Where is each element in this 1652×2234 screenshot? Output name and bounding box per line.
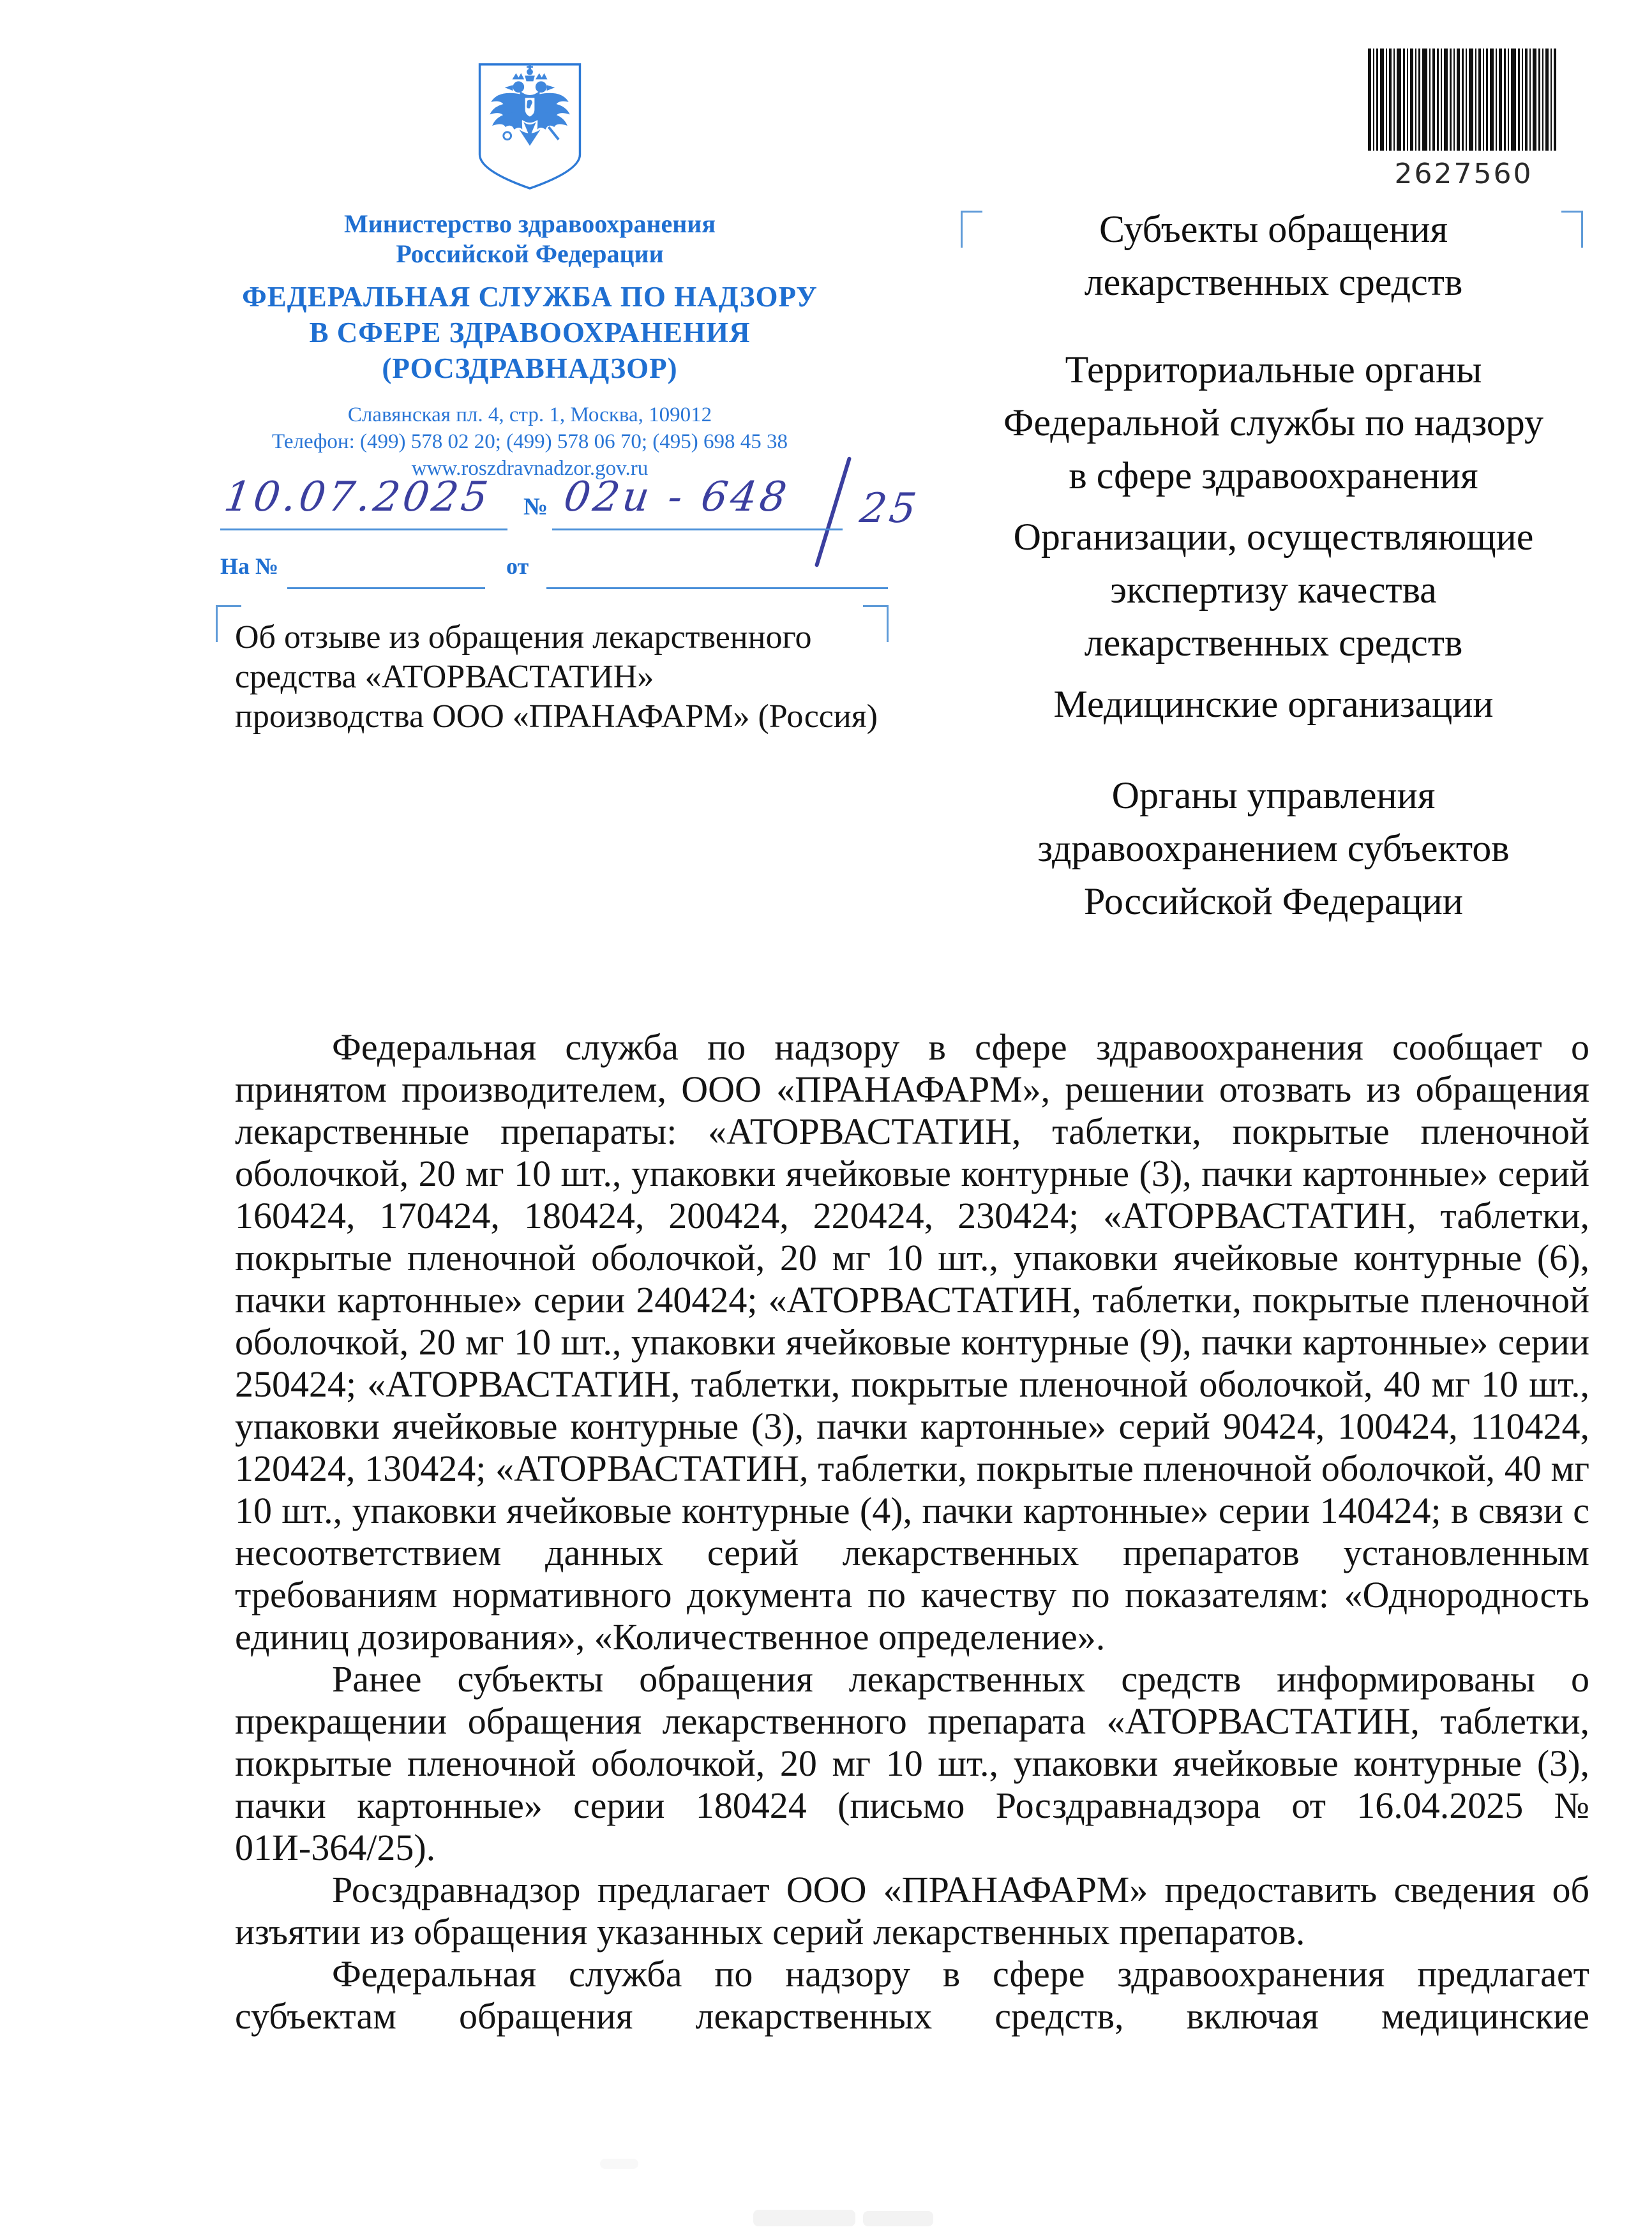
subject-block xyxy=(235,618,880,737)
service-name-line1: ФЕДЕРАЛЬНАЯ СЛУЖБА ПО НАДЗОРУ xyxy=(242,281,818,313)
body-paragraph-recall: Федеральная служба по надзору в сфере здравоохранения сообщает о принятом производителем, ООО «ПРАНАФАРМ», решении отозвать из обращения лекарственные препараты: «АТОРВАСТАТИН, таблетки, покрытые пленочной оболочкой, 20 мг 10 шт., упаковки ячейковые контурные (3), пачки картонные» серий 160424, 170424, 180424, 200424, 220424, 230424; «АТОРВАСТАТИН, таблетки, покрытые пленочной оболочкой, 20 мг 10 шт., упаковки ячейковые контурные (6), пачки картонные» серии 240424; «АТОРВАСТАТИН, таблетки, покрытые пленочной оболочкой, 20 мг 10 шт., упаковки ячейковые контурные (9), пачки картонные» серии 250424; «АТОРВАСТАТИН, таблетки, покрытые пленочной оболочкой, 40 мг 10 шт., упаковки ячейковые контурные (3), пачки картонные» серий 90424, 100424, 110424, 120424, 130424; «АТОРВАСТАТИН, таблетки, покрытые пленочной оболочкой, 40 мг 10 шт., упаковки ячейковые контурные (4), пачки картонные» серии 140424; в связи с несоответствием данных серий лекарственных препаратов установленным требованиям нормативного документа по качеству по показателям: «Однородность единиц дозирования», «Количественное определение». xyxy=(235,1026,1589,1658)
recipient-line: здравоохранением субъектов xyxy=(1037,827,1510,869)
recipient-subjects-of-circulation xyxy=(957,203,1589,309)
recipient-line: экспертизу качества xyxy=(1110,569,1437,611)
recipient-line: лекарственных средств xyxy=(1084,622,1463,664)
recipient-line: Органы управления xyxy=(1111,774,1436,816)
handwritten-number: 02и - 648 xyxy=(560,474,793,521)
recipient-line: в сфере здравоохранения xyxy=(1069,454,1478,497)
service-name-line2: В СФЕРЕ ЗДРАВООХРАНЕНИЯ xyxy=(309,317,751,349)
reply-number-underline xyxy=(287,587,485,589)
body-paragraph-continuation: Федеральная служба по надзору в сфере здравоохранения предлагает субъектам обращения лекарственных средств, включая медицинские xyxy=(235,1953,1589,2037)
recipient-line: лекарственных средств xyxy=(1084,261,1463,303)
date-underline xyxy=(220,529,507,530)
phone-numbers: Телефон: (499) 578 02 20; (499) 578 06 70; (495) 698 45 38 xyxy=(271,430,788,453)
subject-line3: производства ООО «ПРАНАФАРМ» (Россия) xyxy=(235,698,878,735)
handwritten-number-suffix: 25 xyxy=(857,485,922,532)
coat-of-arms-icon xyxy=(473,61,587,192)
scan-smudge xyxy=(863,2211,933,2226)
letterhead xyxy=(191,61,868,482)
subject-line2: средства «АТОРВАСТАТИН» xyxy=(235,659,654,695)
reply-to-label: На № xyxy=(220,553,279,579)
letter-body xyxy=(235,1026,1589,2037)
website: www.roszdravnadzor.gov.ru xyxy=(411,457,649,480)
postal-address: Славянская пл. 4, стр. 1, Москва, 109012 xyxy=(347,403,712,426)
recipient-line: Субъекты обращения xyxy=(1099,208,1448,250)
number-sign: № xyxy=(523,493,548,520)
recipient-medical-organizations xyxy=(957,678,1589,731)
reply-date-underline xyxy=(546,587,888,589)
recipient-health-authorities xyxy=(957,769,1589,928)
recipient-line: Организации, осуществляющие xyxy=(1013,516,1534,558)
recipient-territorial-bodies xyxy=(957,343,1589,502)
body-paragraph-manufacturer-request: Росздравнадзор предлагает ООО «ПРАНАФАРМ» предоставить сведения об изъятии из обращения указанных серий лекарственных препаратов. xyxy=(235,1869,1589,1953)
barcode-number: 2627560 xyxy=(1394,158,1533,190)
handwritten-date: 10.07.2025 xyxy=(221,474,494,521)
service-name-line3: (РОСЗДРАВНАДЗОР) xyxy=(382,352,678,384)
scan-smudge xyxy=(600,2159,638,2169)
recipient-line: Медицинские организации xyxy=(1053,683,1494,725)
number-underline xyxy=(552,529,843,530)
ministry-name-line1: Министерство здравоохранения xyxy=(344,209,716,238)
scan-smudge xyxy=(753,2210,855,2226)
contact-block xyxy=(191,401,868,482)
recipient-line: Российской Федерации xyxy=(1083,880,1464,922)
recipient-quality-expertise-organizations xyxy=(957,511,1589,670)
subject-line1: Об отзыве из обращения лекарственного xyxy=(235,619,812,656)
barcode xyxy=(1365,49,1563,190)
reply-from-label: от xyxy=(506,553,529,579)
recipient-line: Территориальные органы xyxy=(1065,349,1482,391)
ministry-name-line2: Российской Федерации xyxy=(396,239,664,268)
barcode-bars-icon xyxy=(1368,49,1559,151)
service-name xyxy=(191,279,868,386)
recipient-line: Федеральной службы по надзору xyxy=(1003,401,1544,444)
body-paragraph-previous-notice: Ранее субъекты обращения лекарственных средств информированы о прекращении обращения лекарственного препарата «АТОРВАСТАТИН, таблетки, покрытые пленочной оболочкой, 20 мг 10 шт., упаковки ячейковые контурные (3), пачки картонные» серии 180424 (письмо Росздравнадзора от 16.04.2025 № 01И-364/25). xyxy=(235,1658,1589,1868)
